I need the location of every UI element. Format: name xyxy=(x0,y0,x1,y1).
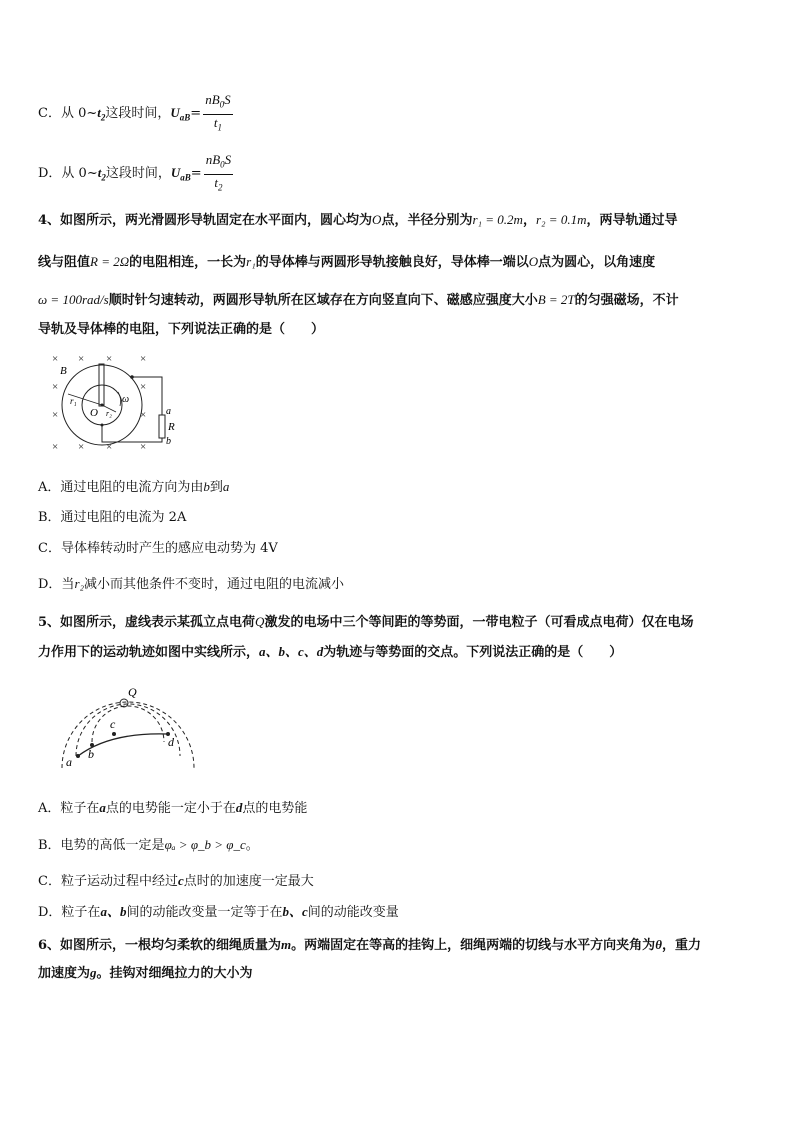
svg-text:×: × xyxy=(140,381,147,393)
svg-text:a: a xyxy=(166,406,171,417)
q4-stem-line4: 导轨及导体棒的电阻，下列说法正确的是（ ） xyxy=(38,322,325,337)
equipotential-outer xyxy=(62,702,194,768)
q4-option-d: D．当r₂减小而其他条件不变时，通过电阻的电流减小 xyxy=(38,576,345,592)
q5-option-b: B．电势的高低一定是φₐ > φ_b > φ_c。 xyxy=(38,837,259,853)
svg-text:b: b xyxy=(166,436,171,447)
svg-text:Q: Q xyxy=(128,685,137,699)
fraction: $\frac{nB_0S}{t_2}$ xyxy=(205,152,232,193)
q5-stem-line1: 5、如图所示，虚线表示某孤立点电荷Q激发的电场中三个等间距的等势面，一带电粒子（可看成点电荷）仅在电场 xyxy=(38,614,694,630)
q5-equipotential-figure xyxy=(40,676,220,772)
q4-option-b: B．通过电阻的电流为 2A xyxy=(38,510,187,525)
fraction: $\frac{nB_0S}{t_1}$ xyxy=(205,92,231,133)
svg-text:×: × xyxy=(52,441,59,453)
svg-text:O: O xyxy=(90,407,98,419)
q5-option-a: A．粒子在a点的电势能一定小于在d点的电势能 xyxy=(38,800,308,816)
svg-text:c: c xyxy=(110,717,116,731)
q3-option-d: D．从 $0\sim t_2$这段时间，$U_{aB}=$ $\frac{nB_0S}{t_2}$ xyxy=(38,152,235,195)
svg-text:r₁: r₁ xyxy=(70,396,77,406)
q4-stem-line2: 线与阻值R = 2Ω的电阻相连，一长为r₁的导体棒与两圆形导轨接触良好，导体棒一端以O点为圆心，以角速度 xyxy=(38,254,656,270)
q4-stem-line1: 4、如图所示，两光滑圆形导轨固定在水平面内，圆心均为O点，半径分别为r₁ = 0.2m，r₂ = 0.1m，两导轨通过导 xyxy=(38,212,678,228)
svg-text:B: B xyxy=(60,365,67,377)
svg-text:×: × xyxy=(78,441,85,453)
svg-text:×: × xyxy=(52,353,59,365)
q5-stem-line2: 力作用下的运动轨迹如图中实线所示，a、b、c、d为轨迹与等势面的交点。下列说法正确的是（ ） xyxy=(38,644,623,660)
svg-text:×: × xyxy=(140,409,147,421)
q5-option-d: D．粒子在a、b间的动能改变量一定等于在b、c间的动能改变量 xyxy=(38,904,399,920)
svg-text:×: × xyxy=(52,409,59,421)
svg-text:×: × xyxy=(140,353,147,365)
q4-circuit-figure xyxy=(44,350,184,462)
svg-text:×: × xyxy=(106,353,113,365)
svg-text:×: × xyxy=(52,381,59,393)
q4-stem-line3: ω = 100rad/s顺时针匀速转动，两圆形导轨所在区域存在方向竖直向下、磁感应强度大小B = 2T的匀强磁场，不计 xyxy=(38,292,679,308)
svg-text:×: × xyxy=(140,441,147,453)
q6-stem-line1: 6、如图所示，一根均匀柔软的细绳质量为m。两端固定在等高的挂钩上，细绳两端的切线与水平方向夹角为θ，重力 xyxy=(38,937,701,953)
q6-stem-line2: 加速度为g。挂钩对细绳拉力的大小为 xyxy=(38,965,253,981)
q5-option-c: C．粒子运动过程中经过c点时的加速度一定最大 xyxy=(38,873,314,889)
resistor-R xyxy=(159,415,165,438)
svg-text:R: R xyxy=(168,421,175,433)
svg-text:×: × xyxy=(106,441,113,453)
svg-text:d: d xyxy=(168,735,174,749)
svg-text:b: b xyxy=(88,747,94,761)
svg-text:ω: ω xyxy=(122,394,130,405)
q4-option-c: C．导体棒转动时产生的感应电动势为 4V xyxy=(38,541,278,556)
q4-option-a: A．通过电阻的电流方向为由b到a xyxy=(38,479,230,495)
svg-text:a: a xyxy=(66,755,72,769)
svg-text:r₂: r₂ xyxy=(106,409,112,418)
q3-option-c: C．从 $0\sim t_2$这段时间，$U_{aB}=$ $\frac{nB_0S}{t_1}$ xyxy=(38,92,235,135)
svg-text:×: × xyxy=(78,353,85,365)
